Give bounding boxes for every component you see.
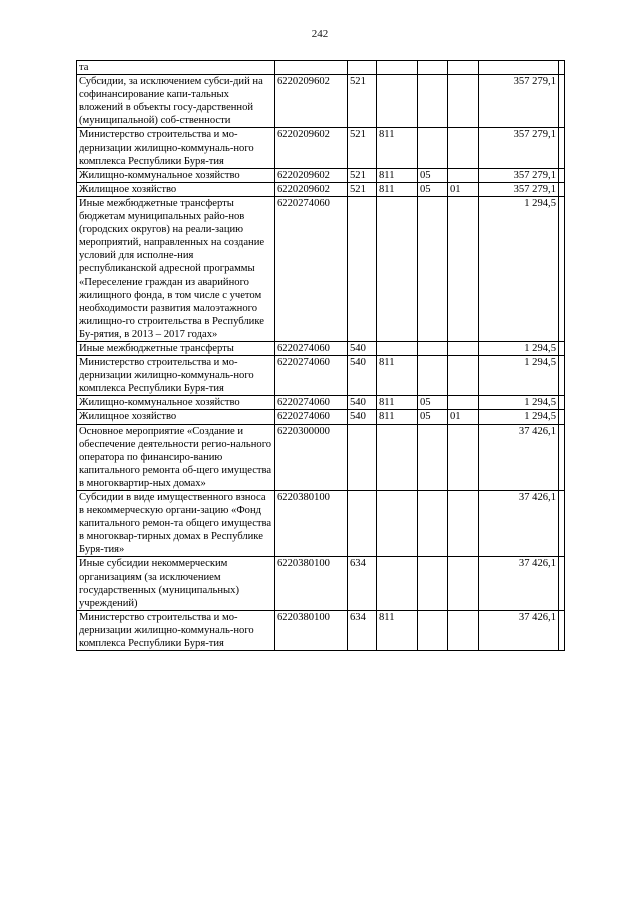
cell-code: 6220274060 [275,356,348,396]
cell-subsection [448,168,479,182]
cell-spacer [559,557,565,610]
cell-name: Министерство строительства и мо-дернизации жилищно-коммуналь-ного комплекса Республики Буря-тия [77,356,275,396]
cell-code: 6220209602 [275,168,348,182]
cell-expense-type: 540 [348,356,377,396]
cell-subsection [448,196,479,341]
cell-expense-type: 521 [348,168,377,182]
cell-section [418,557,448,610]
cell-subsection [448,341,479,355]
cell-expense-type: 634 [348,557,377,610]
cell-spacer [559,424,565,490]
table-row [77,341,565,355]
cell-section: 05 [418,182,448,196]
cell-ministry [377,424,418,490]
cell-ministry [377,61,418,75]
cell-code: 6220274060 [275,341,348,355]
cell-name: Жилищное хозяйство [77,410,275,424]
cell-ministry [377,557,418,610]
cell-amount: 1 294,5 [479,396,559,410]
cell-expense-type: 540 [348,396,377,410]
table-row [77,168,565,182]
table-row [77,356,565,396]
cell-expense-type [348,61,377,75]
cell-name: Субсидии в виде имущественного взноса в некоммерческую органи-зацию «Фонд капитального ремон-та общего имущества в многоквар-тирных домах в Республике Буря-тия» [77,491,275,557]
cell-spacer [559,182,565,196]
cell-subsection [448,557,479,610]
cell-amount: 37 426,1 [479,424,559,490]
table-row [77,610,565,650]
cell-section [418,610,448,650]
table-row [77,396,565,410]
cell-name: Жилищно-коммунальное хозяйство [77,168,275,182]
cell-section: 05 [418,410,448,424]
cell-section: 05 [418,168,448,182]
cell-ministry [377,491,418,557]
cell-subsection: 01 [448,410,479,424]
budget-table-body [77,61,565,651]
cell-amount: 37 426,1 [479,610,559,650]
cell-subsection [448,424,479,490]
cell-amount: 357 279,1 [479,168,559,182]
cell-subsection [448,356,479,396]
cell-name: Министерство строительства и мо-дернизации жилищно-коммуналь-ного комплекса Республики Буря-тия [77,128,275,168]
cell-code: 6220209602 [275,75,348,128]
cell-expense-type: 634 [348,610,377,650]
cell-code: 6220209602 [275,182,348,196]
cell-expense-type: 540 [348,410,377,424]
cell-section [418,491,448,557]
cell-code: 6220380100 [275,491,348,557]
cell-code: 6220380100 [275,610,348,650]
cell-section: 05 [418,396,448,410]
cell-expense-type [348,424,377,490]
cell-subsection [448,396,479,410]
cell-amount: 357 279,1 [479,75,559,128]
cell-section [418,196,448,341]
page-number: 242 [311,28,329,40]
cell-name: Иные межбюджетные трансферты [77,341,275,355]
cell-amount: 1 294,5 [479,341,559,355]
cell-spacer [559,341,565,355]
cell-expense-type: 540 [348,341,377,355]
cell-section [418,75,448,128]
cell-spacer [559,61,565,75]
cell-ministry: 811 [377,356,418,396]
cell-code: 6220380100 [275,557,348,610]
cell-ministry [377,75,418,128]
cell-code [275,61,348,75]
cell-spacer [559,128,565,168]
cell-code: 6220274060 [275,396,348,410]
cell-name: Жилищно-коммунальное хозяйство [77,396,275,410]
cell-ministry: 811 [377,128,418,168]
cell-spacer [559,396,565,410]
cell-amount: 357 279,1 [479,182,559,196]
cell-amount: 37 426,1 [479,557,559,610]
cell-expense-type [348,491,377,557]
cell-amount: 1 294,5 [479,196,559,341]
table-row [77,75,565,128]
cell-amount: 37 426,1 [479,491,559,557]
cell-name: Иные субсидии некоммерческим организациям (за исключением государственных (муниципальных) учреждений) [77,557,275,610]
cell-name: Субсидии, за исключением субси-дий на софинансирование капи-тальных вложений в объекты госу-дарственной (муниципальной) соб-ственности [77,75,275,128]
cell-section [418,61,448,75]
cell-amount: 1 294,5 [479,356,559,396]
cell-section [418,341,448,355]
cell-section [418,128,448,168]
cell-spacer [559,491,565,557]
cell-expense-type: 521 [348,75,377,128]
cell-spacer [559,75,565,128]
cell-spacer [559,356,565,396]
cell-subsection [448,128,479,168]
budget-table [76,60,565,651]
cell-subsection [448,61,479,75]
cell-subsection [448,491,479,557]
table-row [77,61,565,75]
cell-name: та [77,61,275,75]
cell-ministry: 811 [377,610,418,650]
cell-expense-type: 521 [348,128,377,168]
cell-name: Министерство строительства и мо-дернизации жилищно-коммуналь-ного комплекса Республики Буря-тия [77,610,275,650]
cell-spacer [559,168,565,182]
cell-section [418,356,448,396]
cell-name: Иные межбюджетные трансферты бюджетам муниципальных райо-нов (городских округов) на реали-зацию мероприятий, направленных на создание условий для исполне-ния республиканской адресной программы «Переселение граждан из аварийного жилищного фонда, в том числе с учетом необходимости развития малоэтажного жилищно-го строительства в Республике Бу-рятия, в 2013 – 2017 годах» [77,196,275,341]
table-row [77,557,565,610]
table-row [77,182,565,196]
cell-ministry [377,341,418,355]
cell-code: 6220274060 [275,410,348,424]
cell-ministry [377,196,418,341]
cell-subsection [448,610,479,650]
cell-name: Основное мероприятие «Создание и обеспечение деятельности регио-нального оператора по финансиро-ванию капитального ремонта об-щего имущества в многоквартир-ных домах» [77,424,275,490]
cell-name: Жилищное хозяйство [77,182,275,196]
table-row [77,196,565,341]
cell-subsection: 01 [448,182,479,196]
cell-expense-type: 521 [348,182,377,196]
cell-ministry: 811 [377,396,418,410]
cell-amount: 357 279,1 [479,128,559,168]
table-row [77,128,565,168]
cell-section [418,424,448,490]
cell-subsection [448,75,479,128]
cell-amount: 1 294,5 [479,410,559,424]
cell-code: 6220300000 [275,424,348,490]
cell-amount [479,61,559,75]
cell-code: 6220274060 [275,196,348,341]
cell-ministry: 811 [377,182,418,196]
cell-expense-type [348,196,377,341]
table-row [77,491,565,557]
table-row [77,410,565,424]
cell-ministry: 811 [377,410,418,424]
cell-spacer [559,610,565,650]
cell-spacer [559,410,565,424]
table-row [77,424,565,490]
cell-spacer [559,196,565,341]
cell-ministry: 811 [377,168,418,182]
cell-code: 6220209602 [275,128,348,168]
